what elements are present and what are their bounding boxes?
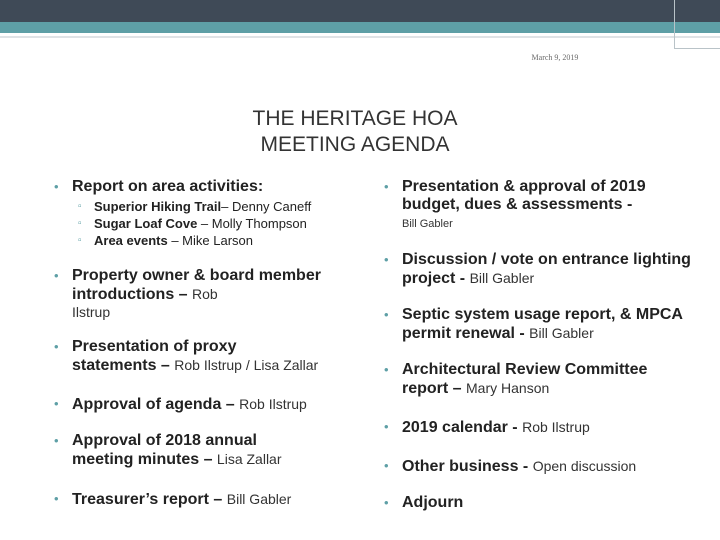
bullet-icon: • <box>384 362 389 377</box>
agenda-item-calendar: • 2019 calendar - Rob Ilstrup <box>384 419 590 436</box>
bullet-icon: • <box>384 252 389 267</box>
bullet-icon: • <box>54 339 59 354</box>
bullet-icon: • <box>54 179 59 194</box>
agenda-item-adjourn: • Adjourn <box>384 494 464 511</box>
agenda-item-minutes: • Approval of 2018 annual meeting minutes – Lisa Zallar <box>54 432 282 468</box>
bullet-icon: • <box>384 419 389 434</box>
agenda-item-label: Report on area activities: <box>72 178 264 195</box>
agenda-item-approval-agenda: • Approval of agenda – Rob Ilstrup <box>54 396 307 413</box>
agenda-item-arc: • Architectural Review Committee report – Mary Hanson <box>384 361 648 397</box>
sub-list <box>72 198 354 249</box>
sub-item: ▫ Area events – Mike Larson <box>78 233 253 248</box>
agenda-item-presenter: Ilstrup <box>72 304 111 320</box>
agenda-item-other-business: • Other business - Open discussion <box>384 458 637 475</box>
bullet-icon: • <box>54 433 59 448</box>
sub-bullet-icon: ▫ <box>78 201 82 212</box>
bullet-icon: • <box>384 458 389 473</box>
sub-bullet-icon: ▫ <box>78 235 82 246</box>
slide-title <box>150 106 560 158</box>
bullet-icon: • <box>54 268 59 283</box>
sub-bullet-icon: ▫ <box>78 218 82 229</box>
header-divider <box>0 36 720 38</box>
title-line-1: THE HERITAGE HOA <box>252 107 458 130</box>
agenda-right-column <box>384 178 694 512</box>
agenda-item-proxy: • Presentation of proxy statements – Rob Ilstrup / Lisa Zallar <box>54 338 319 374</box>
agenda-item-treasurer: • Treasurer’s report – Bill Gabler <box>54 491 292 508</box>
corner-frame <box>674 0 720 49</box>
header-bar-dark <box>0 0 720 22</box>
agenda-item-introductions: • Property owner & board member introductions – Rob Ilstrup <box>54 267 354 321</box>
agenda-item-lighting: • Discussion / vote on entrance lighting project - Bill Gabler <box>384 251 691 287</box>
bullet-icon: • <box>54 491 59 506</box>
bullet-icon: • <box>384 495 389 510</box>
sub-item: ▫ Superior Hiking Trail– Denny Caneff <box>78 199 312 214</box>
agenda-item-septic: • Septic system usage report, & MPCA permit renewal - Bill Gabler <box>384 306 683 342</box>
header-bar-accent <box>0 22 720 33</box>
agenda-item-area-activities <box>54 178 354 249</box>
title-line-2: MEETING AGENDA <box>260 133 450 156</box>
bullet-icon: • <box>384 307 389 322</box>
agenda-left-column <box>54 178 354 509</box>
slide-date: March 9, 2019 <box>531 53 579 62</box>
agenda-item-budget: • Presentation & approval of 2019 budget, dues & assessments - Bill Gabler <box>384 178 646 230</box>
bullet-icon: • <box>384 179 389 194</box>
sub-item: ▫ Sugar Loaf Cove – Molly Thompson <box>78 216 307 231</box>
bullet-icon: • <box>54 396 59 411</box>
